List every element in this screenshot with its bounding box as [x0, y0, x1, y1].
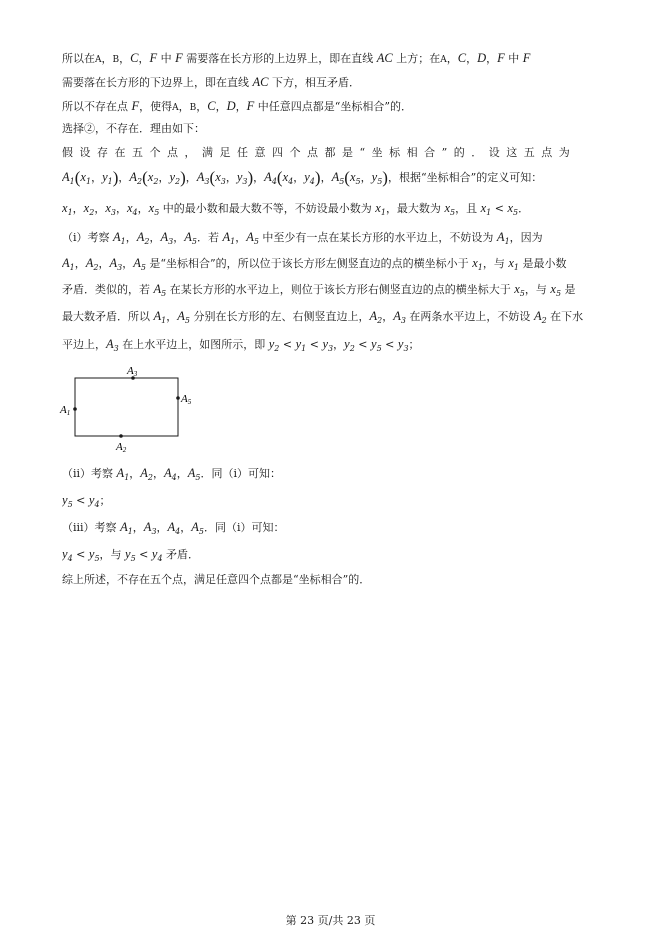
text-segment: ，	[115, 202, 127, 215]
text-segment: <	[306, 338, 323, 351]
text-segment: y	[151, 547, 158, 561]
text-segment: 矛盾．类似的，若	[62, 283, 154, 296]
label-a5: A5	[181, 393, 192, 406]
text-segment: x	[147, 170, 154, 184]
text-segment: C	[457, 51, 467, 65]
text-segment: A	[120, 520, 128, 534]
text-segment: A	[160, 230, 169, 244]
text-segment: F	[175, 51, 183, 65]
text-segment: A	[440, 55, 447, 65]
text-segment: ，	[173, 231, 185, 244]
text-segment: 4	[175, 527, 181, 536]
text-line	[62, 278, 604, 300]
text-segment: ，	[94, 202, 106, 215]
text-segment: A	[222, 230, 231, 244]
text-segment: 1	[69, 263, 75, 272]
text-segment: y	[344, 337, 350, 351]
text-segment: 假设存在五个点，满足任意四个点都是“坐标相合”的．设这五点为	[62, 146, 577, 159]
text-segment: 中至少有一点在某长方形的水平边上，不妨设为	[258, 231, 497, 244]
text-line	[62, 47, 604, 69]
text-segment: （ii）考察	[62, 467, 117, 480]
text-segment: ．	[518, 202, 530, 215]
text-segment: x	[349, 170, 356, 184]
text-segment: 需要落在长方形的上边界上，即在直线	[182, 52, 377, 65]
text-segment: 5	[376, 344, 382, 353]
text-segment: ，	[466, 52, 478, 65]
text-segment: 中	[157, 52, 176, 65]
text-segment: 3	[220, 177, 226, 186]
text-segment: 4	[157, 554, 163, 563]
text-segment: 1	[127, 527, 133, 536]
text-segment: ，	[158, 171, 170, 184]
text-segment: F	[246, 99, 255, 113]
text-segment: ，	[101, 52, 113, 65]
text-segment: 1	[107, 177, 113, 186]
text-segment: 1	[161, 316, 167, 325]
text-segment: ；	[408, 338, 420, 351]
text-line	[62, 462, 604, 484]
text-segment: ，	[185, 171, 197, 184]
text-segment: 3	[400, 316, 406, 325]
text-segment: ，	[320, 171, 332, 184]
text-segment: 3	[242, 177, 248, 186]
text-segment: y	[125, 547, 131, 561]
text-segment: ，	[176, 467, 188, 480]
text-segment: A	[143, 520, 152, 534]
text-segment: ，	[196, 100, 208, 113]
text-segment: ，且	[455, 202, 481, 215]
text-segment: x	[514, 282, 520, 296]
text-segment: x	[375, 201, 381, 215]
text-line	[62, 71, 604, 93]
text-segment: y	[62, 547, 68, 561]
text-segment: 1	[504, 237, 510, 246]
text-segment: 4	[309, 177, 315, 186]
text-segment: 5	[191, 237, 197, 246]
text-segment: 1	[301, 344, 307, 353]
text-segment: 5	[339, 177, 345, 186]
text-segment: ．同（i）可知：	[200, 467, 282, 480]
text-segment: A	[113, 230, 121, 244]
text-segment: x	[444, 201, 450, 215]
text-segment: 最大数矛盾．所以	[62, 310, 154, 323]
text-segment: x	[80, 170, 86, 184]
text-segment: ，	[446, 52, 458, 65]
text-segment: 3	[110, 208, 116, 217]
text-segment: ，与	[524, 283, 551, 296]
text-line	[62, 142, 604, 164]
text-segment: ，	[138, 52, 150, 65]
text-segment: x	[550, 282, 556, 296]
text-segment: A	[164, 466, 172, 480]
text-line	[62, 305, 604, 327]
text-segment: x	[215, 170, 221, 184]
text-segment: 2	[93, 263, 99, 272]
text-segment: 3	[151, 527, 157, 536]
text-segment: ，	[166, 310, 178, 323]
text-segment: A	[533, 309, 542, 323]
text-segment: 平边上，	[62, 338, 106, 351]
text-segment: A	[136, 230, 145, 244]
text-segment: ．若	[196, 231, 223, 244]
label-a3: A3	[127, 365, 138, 378]
text-line	[62, 118, 604, 140]
text-segment: 2	[377, 316, 383, 325]
text-segment: 中的最小数和最大数不等，不妨设最小数为	[159, 202, 376, 215]
text-segment: ，	[137, 202, 149, 215]
text-segment: A	[129, 170, 138, 184]
text-segment: A	[116, 466, 125, 480]
text-segment: x	[126, 201, 133, 215]
text-segment: 是	[561, 283, 576, 296]
text-segment: (	[344, 168, 350, 187]
text-segment: A	[172, 103, 179, 113]
text-segment: A	[62, 256, 70, 270]
text-segment: 4	[67, 554, 73, 563]
text-segment: A	[177, 309, 185, 323]
text-segment: 在下水	[546, 310, 584, 323]
text-segment: 4	[288, 177, 294, 186]
text-segment: 中任意四点都是“坐标相合”的．	[254, 100, 413, 113]
text-segment: 上方；在	[392, 52, 441, 65]
text-line	[62, 333, 604, 355]
text-segment: F	[149, 51, 158, 65]
text-segment: 是最小数	[519, 257, 567, 270]
text-segment: ，使得	[139, 100, 173, 113]
text-segment: 2	[349, 344, 355, 353]
text-segment: A	[331, 170, 340, 184]
text-segment: A	[187, 466, 196, 480]
text-segment: 所以不存在点	[62, 100, 132, 113]
text-segment: 1	[513, 263, 519, 272]
text-segment: y	[397, 337, 404, 351]
text-segment: A	[264, 170, 272, 184]
text-segment: 在上水平边上，如图所示，即	[118, 338, 269, 351]
text-segment: <	[279, 338, 296, 351]
text-segment: y	[371, 337, 377, 351]
text-segment: C	[207, 99, 216, 113]
text-segment: 2	[175, 177, 181, 186]
text-segment: A	[133, 256, 141, 270]
text-segment: y	[236, 170, 243, 184]
text-segment: 5	[94, 554, 100, 563]
text-segment: C	[130, 51, 139, 65]
text-segment: 2	[137, 177, 143, 186]
text-segment: 2	[89, 208, 95, 217]
text-segment: ，	[180, 521, 192, 534]
text-segment: ，	[149, 231, 161, 244]
text-segment: D	[477, 51, 487, 65]
text-segment: ，	[153, 467, 165, 480]
point-a5	[176, 396, 180, 400]
text-segment: (	[276, 168, 283, 187]
text-segment: D	[226, 99, 236, 113]
text-segment: 3	[204, 177, 210, 186]
text-segment: A	[167, 520, 176, 534]
text-segment: 4	[94, 500, 100, 509]
text-segment: A	[246, 230, 254, 244]
text-segment: x	[480, 201, 487, 215]
text-segment: y	[62, 493, 68, 507]
text-segment: ，	[72, 202, 84, 215]
text-segment: 3	[328, 344, 334, 353]
text-segment: 1	[486, 208, 492, 217]
text-segment: )	[382, 168, 388, 187]
text-segment: ，	[382, 310, 394, 323]
text-segment: ，	[119, 52, 131, 65]
text-segment: A	[140, 466, 148, 480]
text-segment: B	[112, 55, 120, 65]
text-segment: )	[247, 168, 254, 187]
text-segment: x	[83, 201, 90, 215]
text-segment: 5	[519, 289, 525, 298]
text-line	[62, 489, 604, 511]
text-segment: 2	[153, 177, 159, 186]
text-segment: 1	[477, 263, 483, 272]
text-segment: 5	[198, 527, 204, 536]
text-segment: 是“坐标相合”的，所以位于该长方形左侧竖直边的点的横坐标小于	[145, 257, 473, 270]
text-segment: ，与	[482, 257, 509, 270]
text-segment: (	[142, 168, 148, 187]
text-segment: A	[369, 309, 378, 323]
rectangle	[75, 378, 178, 436]
text-segment: A	[153, 282, 162, 296]
text-segment: A	[85, 256, 94, 270]
rectangle-diagram-svg	[58, 362, 198, 458]
text-segment: 4	[171, 473, 177, 482]
text-segment: ，	[235, 100, 247, 113]
text-segment: x	[105, 201, 111, 215]
text-segment: 综上所述，不存在五个点，满足任意四个点都是“坐标相合”的．	[62, 573, 371, 586]
text-segment: ，	[225, 171, 237, 184]
text-segment: y	[102, 170, 108, 184]
text-segment: 2	[147, 473, 154, 482]
text-segment: 4	[132, 208, 138, 217]
text-segment: 5	[450, 208, 456, 217]
text-segment: 选择②，不存在．理由如下：	[62, 122, 205, 135]
text-segment: 1	[380, 208, 386, 217]
text-segment: 5	[184, 316, 190, 325]
text-segment: y	[371, 170, 378, 184]
text-segment: ，根据“坐标相合”的定义可知：	[387, 171, 543, 184]
text-segment: 5	[195, 473, 201, 482]
text-segment: ，因为	[509, 231, 543, 244]
text-segment: ，	[91, 171, 103, 184]
text-segment: 1	[230, 237, 236, 246]
text-segment: <	[72, 494, 89, 507]
text-segment: AC	[252, 75, 269, 89]
text-segment: F	[497, 51, 505, 65]
text-line	[62, 516, 604, 538]
text-segment: F	[131, 99, 140, 113]
text-segment: 1	[85, 177, 92, 186]
text-segment: 5	[377, 177, 383, 186]
text-segment: A	[184, 230, 192, 244]
point-a1	[73, 407, 77, 411]
text-segment: ，	[486, 52, 498, 65]
text-segment: 5	[130, 554, 136, 563]
text-segment: (	[74, 168, 81, 187]
point-a2	[119, 434, 123, 438]
text-segment: ，	[98, 257, 110, 270]
text-segment: 5	[161, 289, 167, 298]
text-segment: 矛盾．	[162, 548, 200, 561]
text-segment: A	[62, 170, 70, 184]
text-segment: 3	[168, 237, 174, 246]
text-segment: 3	[117, 263, 123, 272]
text-segment: y	[88, 493, 95, 507]
text-segment: x	[508, 256, 514, 270]
text-segment: A	[393, 309, 401, 323]
text-segment: （i）考察	[62, 231, 114, 244]
text-segment: x	[472, 256, 478, 270]
text-segment: ，	[215, 100, 227, 113]
text-segment: ，	[129, 467, 141, 480]
text-segment: <	[381, 338, 398, 351]
text-segment: ，	[293, 171, 305, 184]
text-segment: y	[268, 337, 275, 351]
text-segment: 3	[403, 344, 409, 353]
text-segment: (	[209, 168, 216, 187]
text-segment: y	[88, 547, 95, 561]
text-segment: x	[148, 201, 155, 215]
text-segment: 2	[541, 316, 547, 325]
text-segment: )	[180, 168, 186, 187]
text-segment: ，	[74, 257, 86, 270]
text-line	[62, 543, 604, 565]
text-segment: x	[62, 201, 68, 215]
text-segment: A	[496, 230, 505, 244]
text-segment: ，	[253, 171, 265, 184]
text-segment: 下方，相互矛盾．	[268, 76, 360, 89]
text-segment: B	[189, 103, 197, 113]
text-line	[62, 569, 604, 591]
text-segment: y	[322, 337, 329, 351]
text-segment: 2	[274, 344, 280, 353]
text-line	[62, 197, 604, 219]
text-segment: ，	[118, 171, 130, 184]
text-segment: 2	[144, 237, 150, 246]
rectangle-diagram	[58, 362, 198, 458]
page-footer: 第 23 页/共 23 页	[285, 914, 376, 927]
text-line	[62, 166, 604, 188]
text-segment: 5	[154, 208, 160, 217]
text-segment: <	[491, 202, 508, 215]
text-segment: ，	[132, 521, 144, 534]
text-segment: 1	[69, 177, 75, 186]
text-segment: ，	[235, 231, 247, 244]
text-segment: ，	[178, 100, 190, 113]
text-segment: 5	[140, 263, 146, 272]
text-segment: ，与	[99, 548, 126, 561]
text-segment: A	[153, 309, 162, 323]
text-segment: 1	[124, 473, 130, 482]
text-segment: 需要落在长方形的下边界上，即在直线	[62, 76, 253, 89]
text-segment: ，最大数为	[385, 202, 445, 215]
label-a1: A1	[60, 404, 71, 417]
text-segment: ，	[156, 521, 168, 534]
text-line	[62, 226, 604, 248]
text-segment: ．同（i）可知：	[204, 521, 285, 534]
text-segment: 5	[513, 208, 519, 217]
label-a2: A2	[116, 441, 127, 454]
text-segment: <	[135, 548, 152, 561]
text-segment: A	[106, 337, 114, 351]
text-segment: 分别在长方形的左、右侧竖直边上，	[189, 310, 370, 323]
text-segment: ，	[122, 257, 134, 270]
text-segment: A	[95, 55, 102, 65]
text-segment: 所以在	[62, 52, 95, 65]
text-segment: )	[314, 168, 321, 187]
text-segment: x	[282, 170, 289, 184]
text-segment: （iii）考察	[62, 521, 121, 534]
text-segment: 在两条水平边上，不妨设	[405, 310, 534, 323]
text-segment: ，	[125, 231, 137, 244]
text-segment: 5	[555, 289, 562, 298]
text-segment: 中	[504, 52, 523, 65]
text-segment: 在某长方形的水平边上，则位于该长方形右侧竖直边的点的横坐标大于	[166, 283, 515, 296]
text-segment: <	[72, 548, 89, 561]
text-segment: )	[112, 168, 119, 187]
text-segment: 1	[120, 237, 126, 246]
text-segment: 5	[67, 500, 73, 509]
text-segment: A	[191, 520, 199, 534]
text-segment: <	[354, 338, 372, 351]
text-segment: 1	[67, 208, 73, 217]
text-segment: y	[169, 170, 176, 184]
text-segment: ，	[333, 338, 345, 351]
text-segment: y	[304, 170, 310, 184]
text-segment: 4	[271, 177, 277, 186]
text-line	[62, 95, 604, 117]
text-segment: AC	[376, 51, 393, 65]
text-segment: x	[507, 201, 514, 215]
text-segment: ，	[360, 171, 372, 184]
text-segment: A	[196, 170, 205, 184]
text-segment: A	[109, 256, 118, 270]
text-line	[62, 252, 604, 274]
text-segment: 3	[113, 344, 119, 353]
text-segment: F	[522, 51, 531, 65]
text-segment: 5	[355, 177, 361, 186]
text-segment: 5	[253, 237, 259, 246]
text-segment: y	[295, 337, 302, 351]
text-segment: ；	[99, 494, 111, 507]
